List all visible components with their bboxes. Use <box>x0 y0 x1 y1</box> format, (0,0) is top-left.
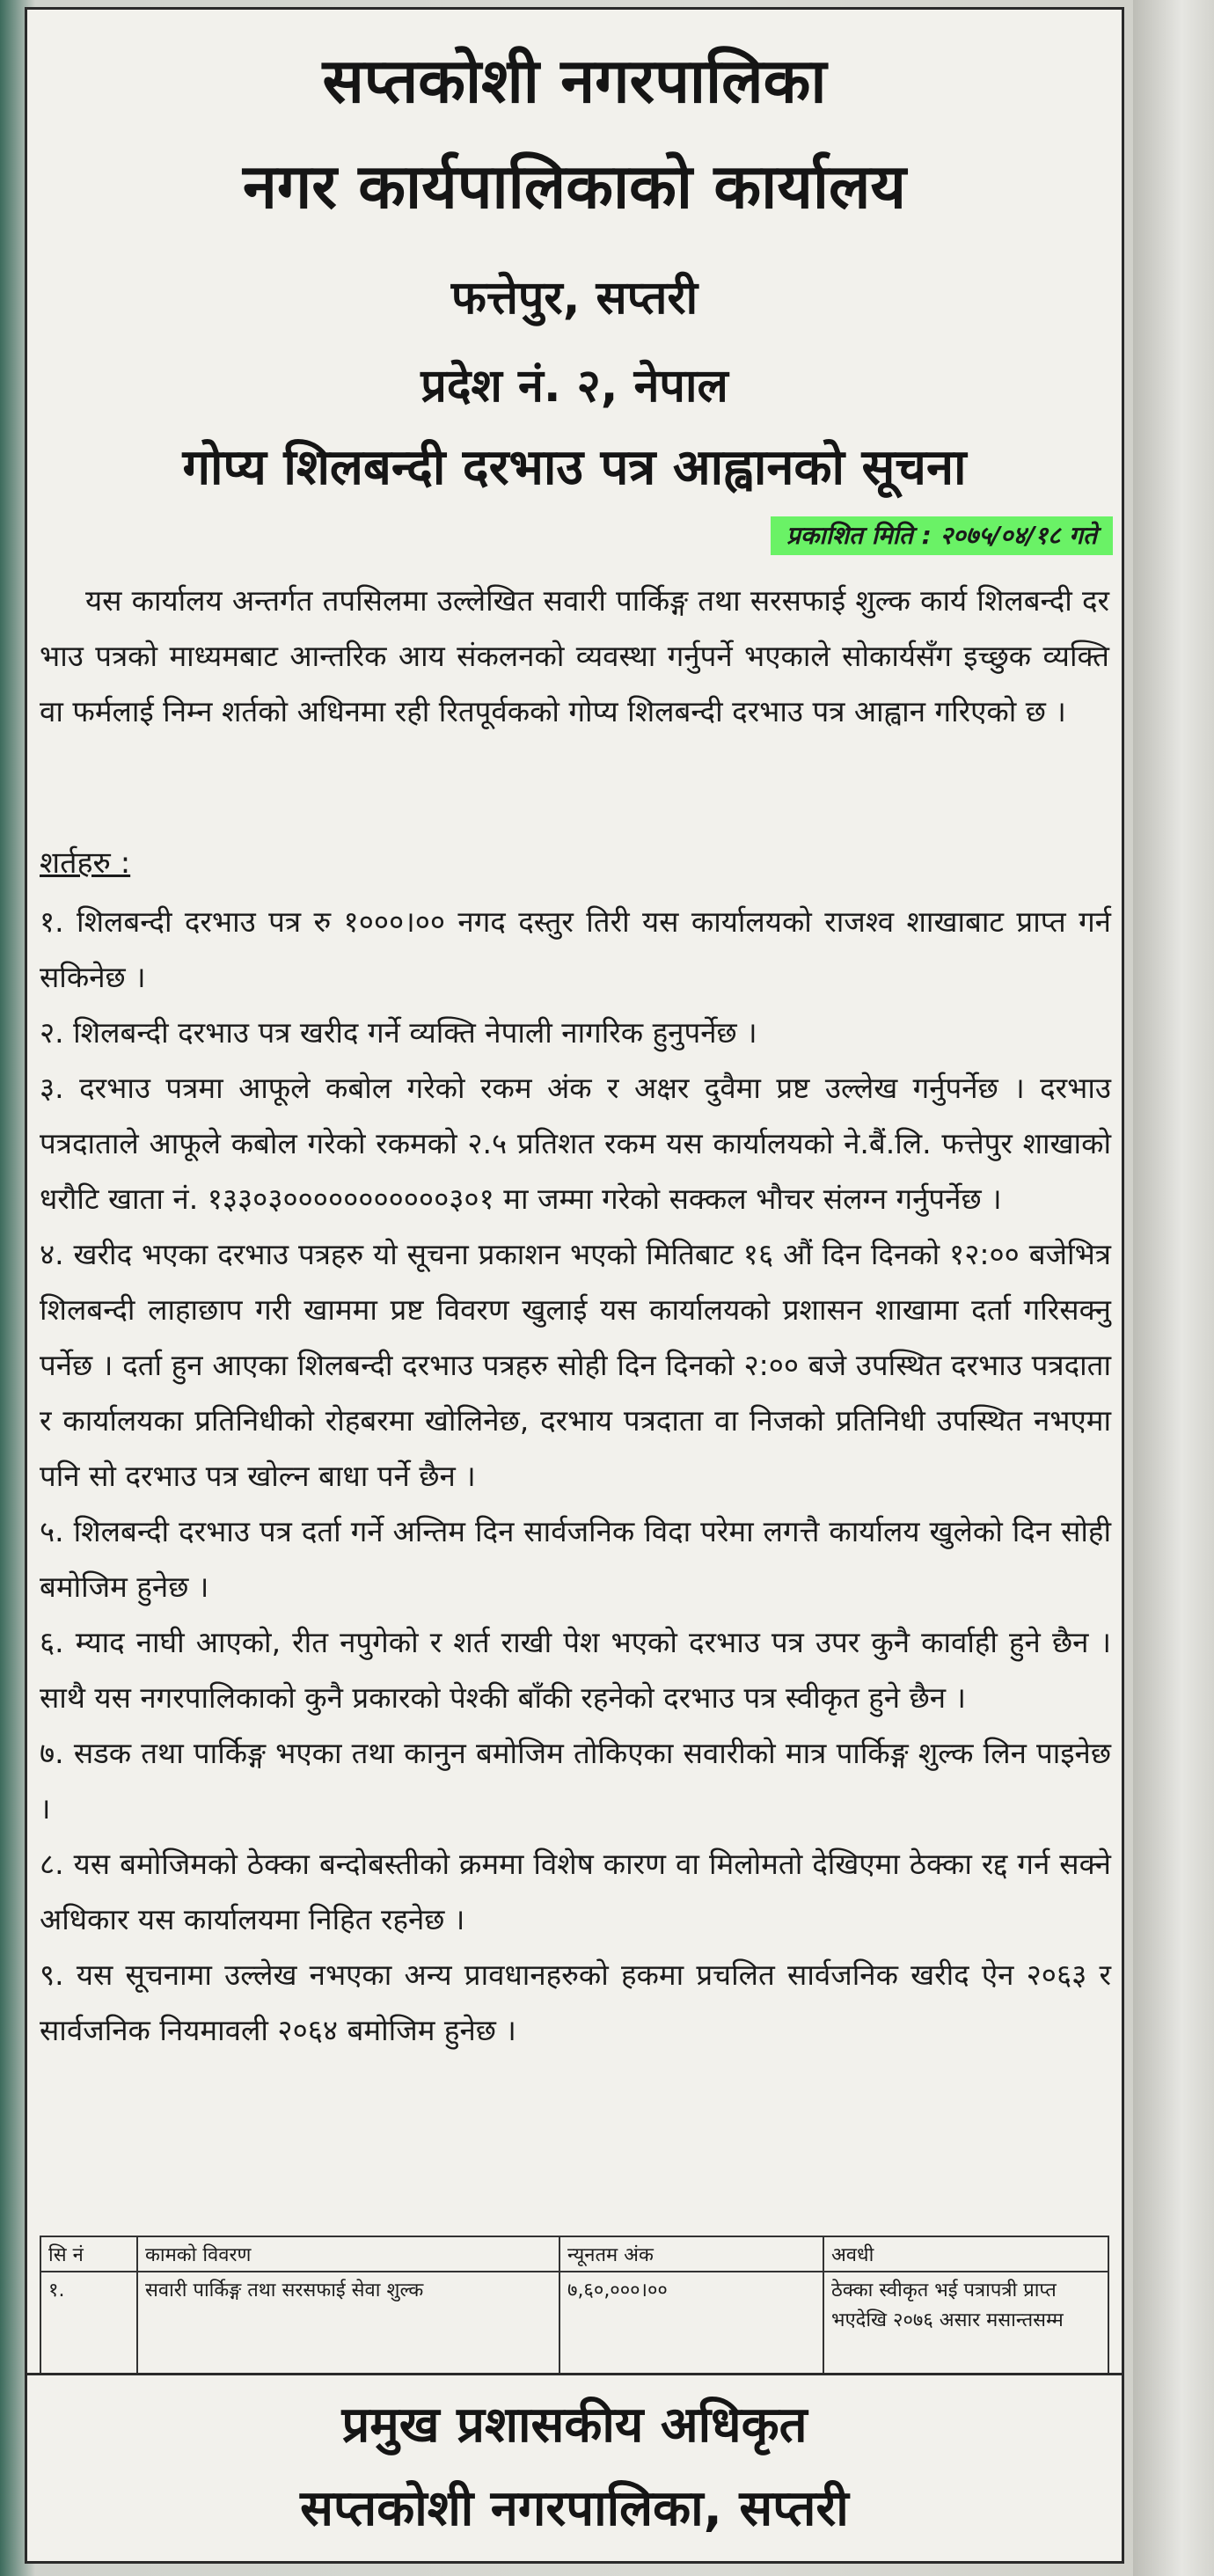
municipality-title: सप्तकोशी नगरपालिका <box>322 45 827 117</box>
cell-sn: १. <box>40 2272 137 2374</box>
intro-paragraph: यस कार्यालय अन्तर्गत तपसिलमा उल्लेखित सवारी पार्किङ्ग तथा सरसफाई शुल्क कार्य शिलबन्दी दर भाउ पत्रको माध्यमबाट आन्तरिक आय संकलनको व्यवस्था गर्नुपर्ने भएकाले सोकार्यसँग इच्छुक व्यक्ति वा फर्मलाई निम्न शर्तको अधिनमा रही रितपूर्वकको गोप्य शिलबन्दी दरभाउ पत्र आह्वान गरिएको छ । <box>40 583 1109 728</box>
location-line: फत्तेपुर, सप्तरी <box>450 272 698 325</box>
conditions-heading: शर्तहरु : <box>40 845 131 881</box>
cell-description: सवारी पार्किङ्ग तथा सरसफाई सेवा शुल्क <box>137 2272 559 2374</box>
signatory-organization: सप्तकोशी नगरपालिका, सप्तरी <box>300 2480 849 2537</box>
header-sn: सि नं <box>40 2236 137 2272</box>
header-description: कामको विवरण <box>137 2236 559 2272</box>
condition-item: ३. दरभाउ पत्रमा आफूले कबोल गरेको रकम अंक र अक्षर दुवैमा प्रष्ट उल्लेख गर्नुपर्नेछ । दरभाउ पत्रदाताले आफूले कबोल गरेको रकमको २.५ प्रतिशत रकम यस कार्यालयको ने.बैं.लि. फत्तेपुर शाखाको धरौटि खाता नं. १३३०३०००००००००००३०१ मा जम्मा गरेको सक्कल भौचर संलग्न गर्नुपर्नेछ । <box>40 1071 1111 1216</box>
condition-item: ७. सडक तथा पार्किङ्ग भएका तथा कानुन बमोजिम तोकिएका सवारीको मात्र पार्किङ्ग शुल्क लिन पाइनेछ । <box>40 1736 1111 1826</box>
condition-item: ८. यस बमोजिमको ठेक्का बन्दोबस्तीको क्रममा विशेष कारण वा मिलोमतो देखिएमा ठेक्का रद्द गर्न सक्ने अधिकार यस कार्यालयमा निहित रहनेछ । <box>40 1847 1111 1936</box>
table-row <box>40 2272 1108 2374</box>
condition-item: ४. खरीद भएका दरभाउ पत्रहरु यो सूचना प्रकाशन भएको मितिबाट १६ औं दिन दिनको १२:०० बजेभित्र शिलबन्दी लाहाछाप गरी खाममा प्रष्ट विवरण खुलाई यस कार्यालयको प्रशासन शाखामा दर्ता गरिसक्नु पर्नेछ । दर्ता हुन आएका शिलबन्दी दरभाउ पत्रहरु सोही दिन दिनको २:०० बजे उपस्थित दरभाउ पत्रदाता र कार्यालयका प्रतिनिधीको रोहबरमा खोलिनेछ, दरभाय पत्रदाता वा निजको प्रतिनिधी उपस्थित नभएमा पनि सो दरभाउ पत्र खोल्न बाधा पर्ने छैन । <box>40 1237 1112 1493</box>
signatory-designation: प्रमुख प्रशासकीय अधिकृत <box>341 2397 808 2454</box>
header-period: अवधी <box>823 2236 1108 2272</box>
notice-box <box>25 7 1124 2564</box>
office-title: नगर कार्यपालिकाको कार्यालय <box>242 150 907 223</box>
header-minimum: न्यूनतम अंक <box>559 2236 823 2272</box>
condition-item: १. शिलबन्दी दरभाउ पत्र रु १०००।०० नगद दस्तुर तिरी यस कार्यालयको राजश्व शाखाबाट प्राप्त गर्न सकिनेछ । <box>40 904 1111 994</box>
adjacent-page-edge <box>1133 0 1214 2576</box>
notice-title: गोप्य शिलबन्दी दरभाउ पत्र आह्वानको सूचना <box>182 439 967 496</box>
cell-minimum: ७,६०,०००।०० <box>559 2272 823 2374</box>
table-header-row <box>40 2236 1108 2272</box>
condition-item: ५. शिलबन्दी दरभाउ पत्र दर्ता गर्ने अन्तिम दिन सार्वजनिक विदा परेमा लगत्तै कार्यालय खुलेको दिन सोही बमोजिम हुनेछ । <box>40 1514 1111 1604</box>
condition-item: ६. म्याद नाघी आएको, रीत नपुगेको र शर्त राखी पेश भएको दरभाउ पत्र उपर कुनै कार्वाही हुने छैन । साथै यस नगरपालिकाको कुनै प्रकारको पेश्की बाँकी रहनेको दरभाउ पत्र स्वीकृत हुने छैन । <box>40 1625 1111 1715</box>
cell-period: ठेक्का स्वीकृत भई पत्रापत्री प्राप्त भएदेखि २०७६ असार मसान्तसम्म <box>823 2272 1108 2374</box>
published-date-highlight: प्रकाशित मिति : २०७५/०४/१८ गते <box>771 516 1113 555</box>
province-line: प्रदेश नं. २, नेपाल <box>421 360 728 413</box>
condition-item: २. शिलबन्दी दरभाउ पत्र खरीद गर्ने व्यक्ति नेपाली नागरिक हुनुपर्नेछ । <box>40 1015 757 1050</box>
signature-divider <box>27 2373 1122 2375</box>
tender-table <box>40 2236 1109 2375</box>
conditions-list <box>40 894 1111 2058</box>
condition-item: ९. यस सूचनामा उल्लेख नभएका अन्य प्रावधानहरुको हकमा प्रचलित सार्वजनिक खरीद ऐन २०६३ र सार्वजनिक नियमावली २०६४ बमोजिम हुनेछ । <box>40 1958 1111 2047</box>
